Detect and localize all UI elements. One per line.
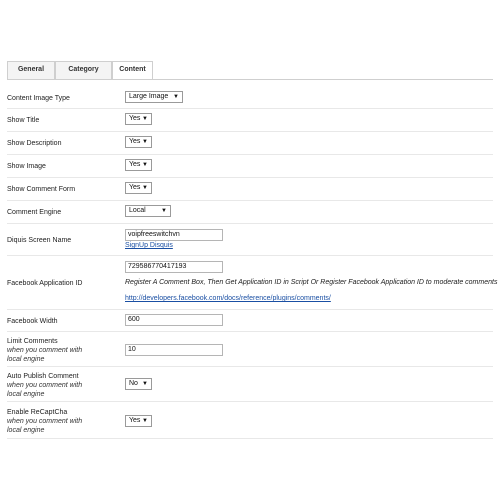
label-show-title: Show Title <box>7 117 40 124</box>
chevron-down-icon: ▼ <box>161 208 167 214</box>
chevron-down-icon: ▼ <box>142 381 148 387</box>
show-title-select[interactable]: Yes ▼ <box>125 113 152 125</box>
enable-recaptcha-select[interactable]: Yes ▼ <box>125 415 152 427</box>
label-show-comment-form: Show Comment Form <box>7 186 76 193</box>
limit-comments-input[interactable]: 10 <box>125 344 223 356</box>
row-diquis-screen-name <box>7 224 493 256</box>
chevron-down-icon: ▼ <box>142 185 148 191</box>
facebook-width-input[interactable]: 600 <box>125 314 223 326</box>
facebook-comments-docs-link[interactable]: http://developers.facebook.com/docs/reference/plugins/comments/ <box>125 295 331 302</box>
label-auto-publish-comment: Auto Publish Comment when you comment with local engine <box>7 372 87 399</box>
show-comment-form-select[interactable]: Yes ▼ <box>125 182 152 194</box>
label-diquis-screen-name: Diquis Screen Name <box>7 237 72 244</box>
diquis-screen-name-input[interactable]: voipfreeswitchvn <box>125 229 223 241</box>
auto-publish-hint: when you comment with local engine <box>7 382 83 398</box>
label-facebook-application-id: Facebook Application ID <box>7 280 83 287</box>
label-facebook-width: Facebook Width <box>7 318 58 325</box>
label-show-image: Show Image <box>7 163 46 170</box>
row-facebook-application-id <box>7 256 498 310</box>
chevron-down-icon: ▼ <box>142 116 148 122</box>
tab-content[interactable]: Content <box>112 61 153 80</box>
row-show-description <box>7 132 493 155</box>
row-content-image-type <box>7 86 493 109</box>
limit-comments-hint: when you comment with local engine <box>7 347 83 363</box>
comment-engine-select[interactable]: Local ▼ <box>125 205 171 217</box>
label-comment-engine: Comment Engine <box>7 209 62 216</box>
chevron-down-icon: ▼ <box>173 94 179 100</box>
show-description-select[interactable]: Yes ▼ <box>125 136 152 148</box>
label-enable-recaptcha: Enable ReCaptCha when you comment with local engine <box>7 408 87 435</box>
chevron-down-icon: ▼ <box>142 139 148 145</box>
tab-category[interactable]: Category <box>55 61 112 79</box>
row-auto-publish-comment <box>7 367 493 402</box>
tab-general[interactable]: General <box>7 61 55 79</box>
label-limit-comments: Limit Comments when you comment with local engine <box>7 337 87 364</box>
row-comment-engine <box>7 201 493 224</box>
chevron-down-icon: ▼ <box>142 162 148 168</box>
chevron-down-icon: ▼ <box>142 418 148 424</box>
row-limit-comments <box>7 332 493 367</box>
enable-recaptcha-hint: when you comment with local engine <box>7 418 83 434</box>
row-show-comment-form <box>7 178 493 201</box>
auto-publish-comment-select[interactable]: No ▼ <box>125 378 152 390</box>
tab-divider <box>7 79 493 80</box>
row-facebook-width <box>7 310 493 332</box>
facebook-application-note: Register A Comment Box, Then Get Application ID in Script Or Register Facebook Application ID to moderate comments <box>125 279 498 286</box>
row-show-image <box>7 155 493 178</box>
tab-bar <box>7 61 153 79</box>
label-content-image-type: Content Image Type <box>7 95 70 102</box>
content-image-type-select[interactable]: Large Image ▼ <box>125 91 183 103</box>
row-show-title <box>7 109 493 132</box>
show-image-select[interactable]: Yes ▼ <box>125 159 152 171</box>
row-enable-recaptcha <box>7 402 493 439</box>
facebook-application-id-input[interactable]: 729586770417193 <box>125 261 223 273</box>
signup-disquis-link[interactable]: SignUp Disquis <box>125 242 173 249</box>
label-show-description: Show Description <box>7 140 62 147</box>
